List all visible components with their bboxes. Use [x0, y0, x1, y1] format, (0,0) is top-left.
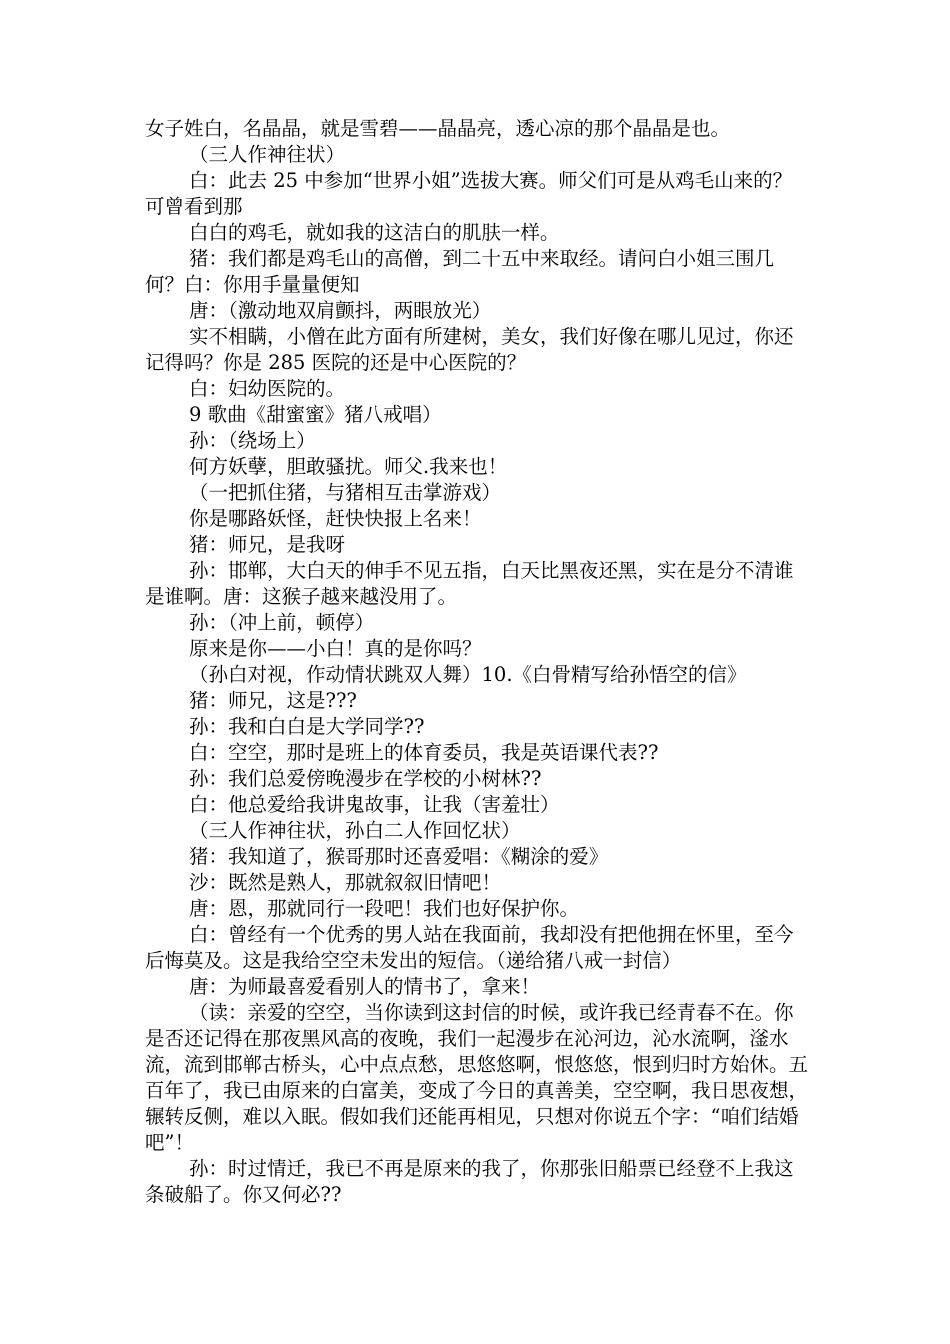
script-paragraph: 实不相瞒，小僧在此方面有所建树，美女，我们好像在哪儿见过，你还记得吗？你是 285 医院的还是中心医院的？	[145, 325, 794, 374]
script-paragraph: 猪：师兄，是我呀	[189, 533, 346, 556]
script-paragraph: 猪：我们都是鸡毛山的高僧，到二十五中来取经。请问白小姐三围几何？白：你用手量量便知	[145, 247, 775, 296]
script-paragraph: 孙：时过情迁，我已不再是原来的我了，你那张旧船票已经登不上我这条破船了。你又何必??	[145, 1157, 794, 1206]
document-body	[145, 116, 810, 1208]
script-paragraph: 白：曾经有一个优秀的男人站在我面前，我却没有把他拥在怀里，至今后悔莫及。这是我给空空未发出的短信。（递给猪八戒一封信）	[145, 923, 794, 972]
script-paragraph: 猪：师兄，这是???	[189, 689, 357, 712]
script-paragraph: 白：他总爱给我讲鬼故事，让我（害羞壮）	[189, 793, 560, 816]
script-paragraph: （一把抓住猪，与猪相互击掌游戏）	[189, 481, 502, 504]
script-paragraph: 白：妇幼医院的。	[189, 377, 346, 400]
script-paragraph: 唐：（激动地双肩颤抖，两眼放光）	[189, 299, 492, 322]
script-paragraph: 白：此去 25 中参加“世界小姐”选拔大赛。师父们可是从鸡毛山来的？可曾看到那	[145, 169, 793, 218]
script-paragraph: 唐：恩，那就同行一段吧！我们也好保护你。	[189, 897, 580, 920]
script-paragraph: 原来是你——小白！真的是你吗？	[189, 637, 482, 660]
script-paragraph: 沙：既然是熟人，那就叙叙旧情吧！	[189, 871, 502, 894]
script-paragraph: 唐：为师最喜爱看别人的情书了，拿来！	[189, 975, 541, 998]
script-paragraph: 白白的鸡毛，就如我的这洁白的肌肤一样。	[189, 221, 560, 244]
script-paragraph: 何方妖孽，胆敢骚扰。师父.我来也！	[189, 455, 508, 478]
script-paragraph: 孙：（冲上前，顿停）	[189, 611, 375, 634]
script-paragraph: 孙：我和白白是大学同学??	[189, 715, 425, 738]
script-paragraph: （三人作神往状）	[189, 143, 346, 166]
script-paragraph: 你是哪路妖怪，赶快快报上名来！	[189, 507, 482, 530]
script-paragraph: 孙：邯郸，大白天的伸手不见五指，白天比黑夜还黑，实在是分不清谁是谁啊。唐：这猴子越来越没用了。	[145, 559, 794, 608]
script-paragraph: 孙：（绕场上）	[189, 429, 316, 452]
script-paragraph: 白：空空，那时是班上的体育委员，我是英语课代表??	[189, 741, 659, 764]
script-paragraph: 孙：我们总爱傍晚漫步在学校的小树林??	[189, 767, 542, 790]
script-paragraph: 9 歌曲《甜蜜蜜》猪八戒唱）	[189, 403, 442, 426]
script-paragraph: （读：亲爱的空空，当你读到这封信的时候，或许我已经青春不在。你是否还记得在那夜黑风高的夜晚，我们一起漫步在沁河边，沁水流啊，滏水流，流到邯郸古桥头，心中点点愁，思悠悠啊，恨悠悠，恨到归时方始休。五百年了，我已由原来的白富美，变成了今日的真善美，空空啊，我日思夜想，辗转反侧，难以入眠。假如我们还能再相见，只想对你说五个字：“咱们结婚吧”！	[145, 1001, 809, 1154]
script-paragraph: （三人作神往状，孙白二人作回忆状）	[189, 819, 521, 842]
script-paragraph: 女子姓白，名晶晶，就是雪碧——晶晶亮，透心凉的那个晶晶是也。	[145, 117, 731, 140]
script-paragraph: 猪：我知道了，猴哥那时还喜爱唱：《糊涂的爱》	[189, 845, 609, 868]
script-paragraph: （孙白对视，作动情状跳双人舞）10.《白骨精写给孙悟空的信》	[189, 663, 747, 686]
